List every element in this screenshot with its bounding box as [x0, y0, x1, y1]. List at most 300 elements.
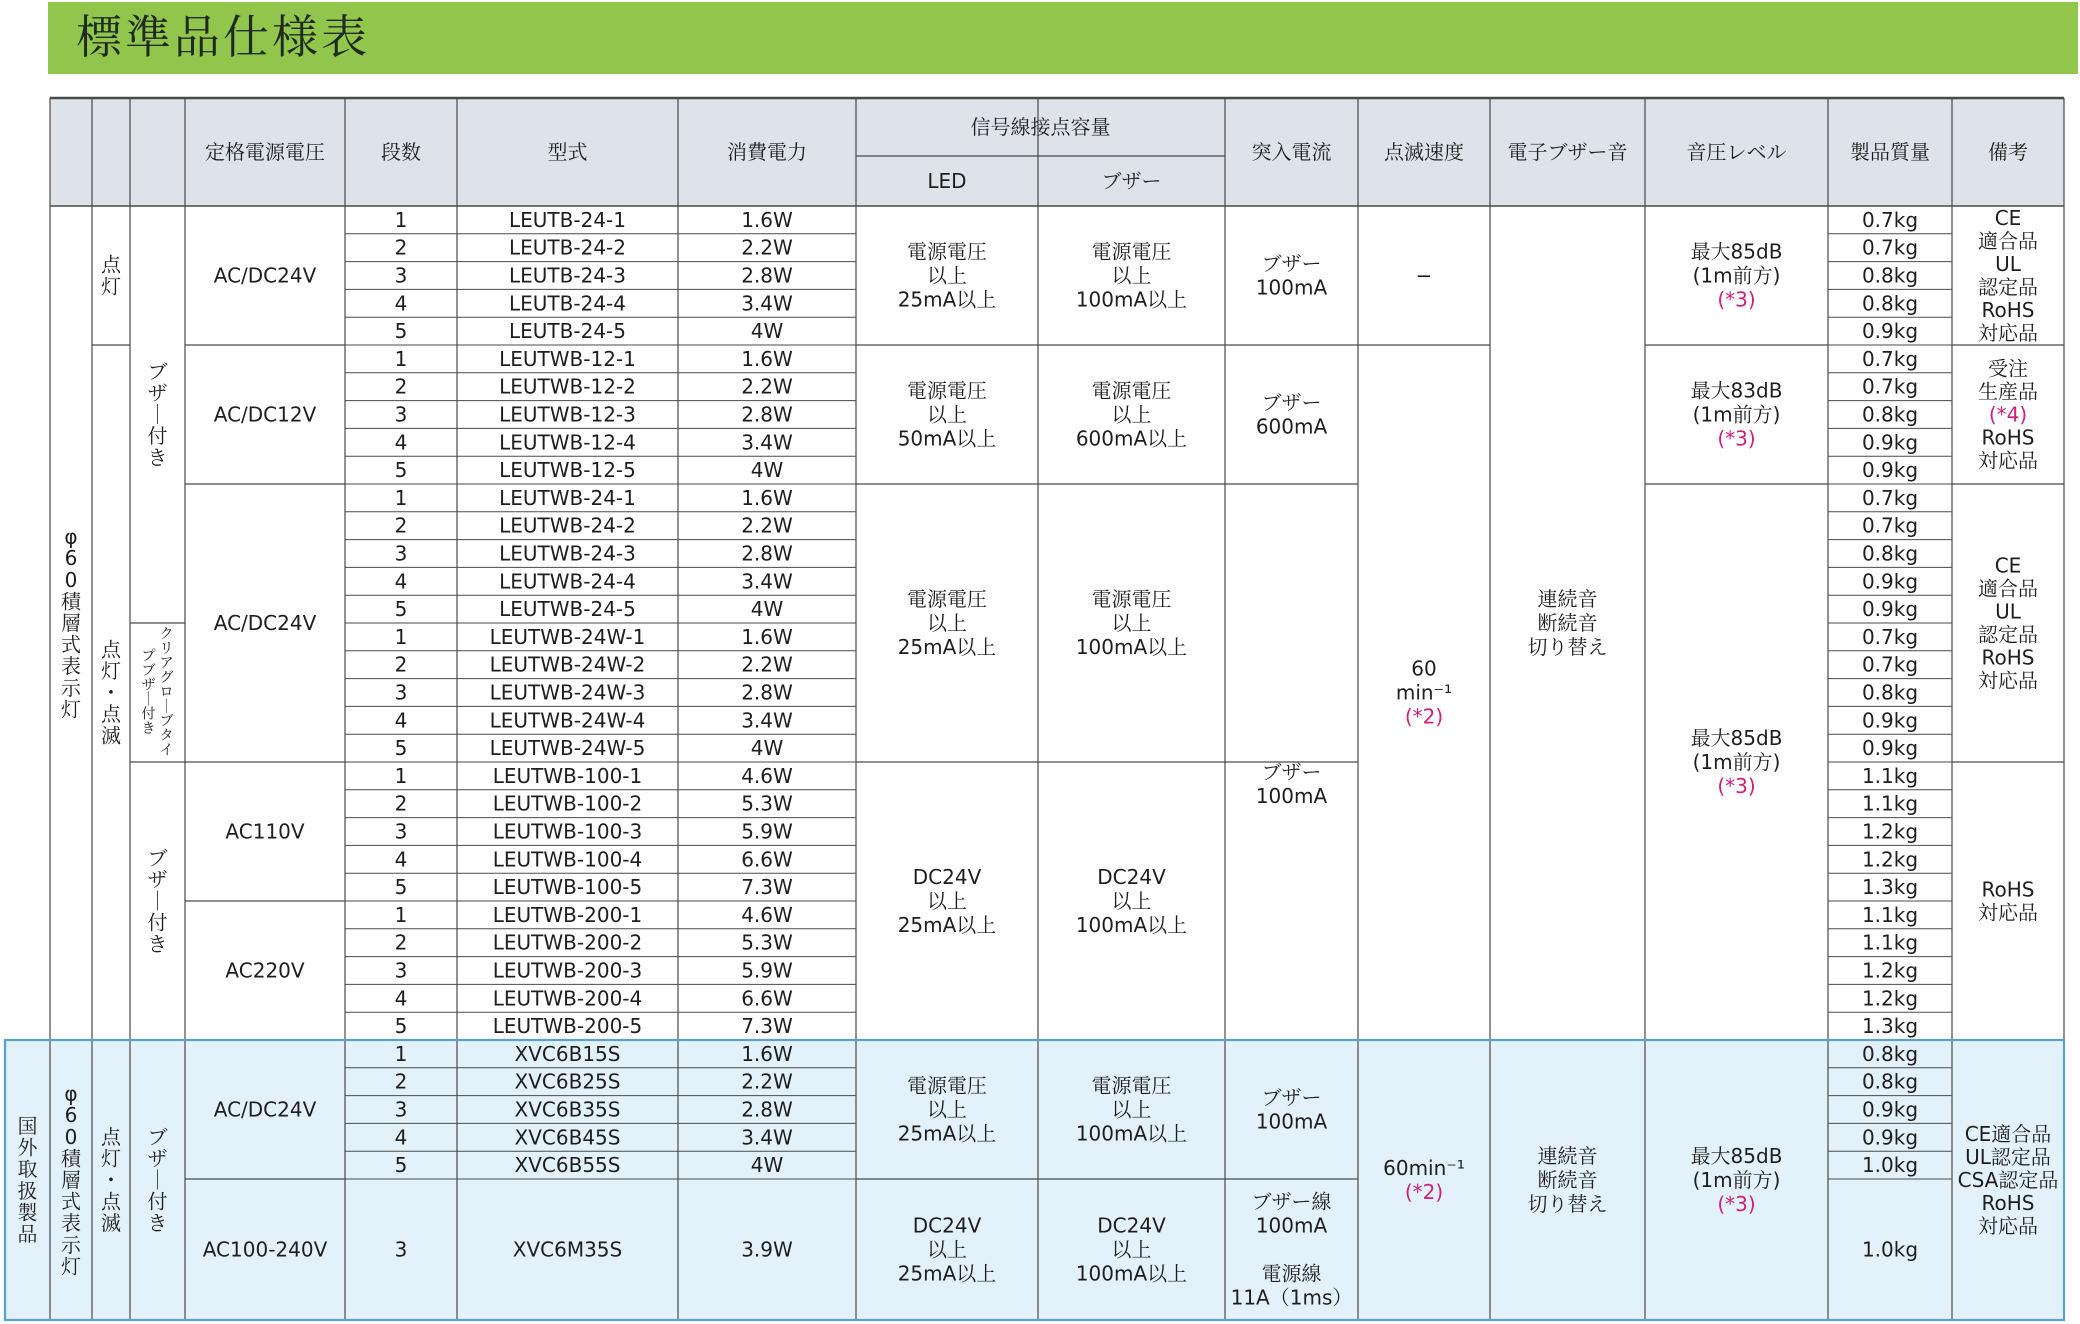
remarks-cell: CE [1994, 206, 2022, 230]
inrush-cell: 600mA [1255, 414, 1328, 439]
buzzer-sound-cell: 断続音 [1537, 1168, 1598, 1192]
row-tier: 4 [394, 847, 408, 872]
row-mass: 1.2kg [1861, 958, 1919, 983]
row-power: 2.2W [741, 513, 793, 538]
row-power: 3.9W [741, 1237, 793, 1262]
led-contact-cell: 電源電圧 [907, 587, 987, 611]
product-label: 表 [61, 1211, 81, 1236]
row-tier: 3 [394, 263, 408, 288]
row-mass: 0.8kg [1861, 541, 1919, 566]
row-mass: 0.9kg [1861, 1125, 1919, 1150]
sound-level-cell: (*3) [1717, 1192, 1756, 1216]
flash-cell: 60min⁻¹ [1383, 1156, 1465, 1180]
product-label: 6 [64, 546, 78, 571]
lit-label: 灯 [101, 274, 121, 299]
remarks-cell: 対応品 [1978, 448, 2038, 473]
row-mass: 0.8kg [1861, 680, 1919, 705]
row-mass: 0.8kg [1861, 291, 1919, 316]
voltage-cell: AC/DC24V [213, 263, 317, 288]
sound-level-cell: (1m前方) [1692, 750, 1781, 774]
row-tier: 1 [394, 485, 408, 510]
row-tier: 2 [394, 652, 408, 677]
lit-label: 点 [101, 252, 121, 277]
remarks-cell: 適合品 [1978, 229, 2038, 253]
led-contact-cell: 25mA以上 [897, 1261, 997, 1286]
sound-level-cell: (1m前方) [1692, 402, 1781, 427]
buzzer-contact-cell: DC24V [1097, 865, 1166, 889]
row-power: 1.6W [741, 207, 793, 232]
buzzer-label: ｜ [147, 889, 168, 913]
row-power: 1.6W [741, 1041, 793, 1066]
row-mass: 1.3kg [1861, 1014, 1919, 1039]
row-power: 2.2W [741, 1069, 793, 1094]
remarks-cell: RoHS [1981, 298, 2035, 322]
row-model: LEUTWB-24W-4 [489, 708, 646, 733]
voltage-cell: AC220V [225, 958, 305, 983]
row-mass: 0.8kg [1861, 263, 1919, 288]
row-power: 1.6W [741, 624, 793, 649]
row-model: LEUTWB-200-5 [492, 1014, 643, 1039]
remarks-cell: 受注 [1988, 356, 2028, 381]
row-mass: 0.9kg [1861, 430, 1919, 455]
row-tier: 5 [394, 1014, 408, 1039]
remarks-cell: RoHS [1981, 425, 2035, 450]
row-power: 2.8W [741, 541, 793, 566]
row-power: 6.6W [741, 986, 793, 1011]
buzzer-contact-cell: 電源電圧 [1091, 239, 1172, 264]
row-model: LEUTB-24-2 [509, 235, 626, 260]
row-tier: 3 [394, 680, 408, 705]
row-model: LEUTWB-12-3 [499, 402, 636, 427]
row-mass: 1.1kg [1861, 930, 1919, 955]
overseas-label: 製 [17, 1200, 38, 1225]
buzzer-contact-cell: 電源電圧 [1091, 1073, 1172, 1098]
row-model: LEUTWB-24-2 [499, 513, 636, 538]
buzzer-contact-cell: 以上 [1111, 402, 1152, 427]
row-tier: 1 [394, 763, 408, 788]
buzzer-label: ｜ [147, 1168, 168, 1192]
clear-glove-label: タ [159, 728, 174, 744]
product-label: 示 [61, 1232, 81, 1257]
clear-glove-label: き [141, 720, 156, 737]
overseas-label: 取 [17, 1157, 38, 1182]
row-model: XVC6B15S [514, 1041, 621, 1066]
remarks-cell: 認定品 [1978, 622, 2038, 647]
row-model: LEUTWB-24-4 [499, 569, 636, 594]
buzzer-label: き [147, 932, 168, 957]
row-model: LEUTB-24-5 [509, 319, 626, 344]
header-model: 型式 [547, 140, 588, 164]
row-tier: 5 [394, 458, 408, 483]
remarks-cell: 対応品 [1978, 321, 2038, 345]
row-tier: 1 [394, 1041, 408, 1066]
led-contact-cell: 以上 [927, 889, 967, 913]
buzzer-contact-cell: 以上 [1111, 889, 1152, 913]
product-label: 0 [64, 567, 78, 592]
buzzer-contact-cell: 電源電圧 [1091, 378, 1172, 403]
row-model: XVC6B25S [514, 1069, 621, 1094]
product-label: 表 [61, 654, 81, 679]
row-model: LEUTWB-12-4 [499, 430, 636, 455]
row-mass: 0.9kg [1861, 736, 1919, 761]
row-model: LEUTWB-200-1 [492, 902, 643, 927]
row-tier: 1 [394, 902, 408, 927]
row-tier: 3 [394, 402, 408, 427]
inrush-cell: 11A（1ms） [1230, 1285, 1353, 1310]
buzzer-label: ザ [147, 867, 168, 892]
product-label: φ [64, 1081, 78, 1106]
product-label: 0 [64, 1124, 78, 1149]
clear-glove-label: ロ [159, 684, 174, 701]
remarks-cell: 対応品 [1978, 900, 2038, 925]
row-mass: 0.8kg [1861, 402, 1919, 427]
inrush-cell: 100mA [1255, 1109, 1328, 1134]
row-model: LEUTWB-24W-1 [489, 624, 646, 649]
row-tier: 3 [394, 541, 408, 566]
row-tier: 2 [394, 791, 408, 816]
row-model: LEUTWB-200-3 [492, 958, 643, 983]
row-tier: 4 [394, 569, 408, 594]
header-contact: 信号線接点容量 [970, 115, 1111, 139]
buzzer-contact-cell: 電源電圧 [1091, 587, 1172, 611]
row-power: 7.3W [741, 875, 793, 900]
remarks-cell: RoHS [1981, 645, 2035, 670]
buzzer-label: ザ [147, 1146, 168, 1171]
buzzer-contact-cell: 100mA以上 [1075, 913, 1188, 937]
row-power: 4W [750, 319, 784, 344]
row-model: LEUTWB-200-2 [492, 930, 643, 955]
buzzer-label: 付 [147, 1189, 168, 1214]
buzzer-contact-cell: 100mA以上 [1075, 635, 1188, 659]
inrush-cell: ブザー [1261, 760, 1322, 785]
overseas-label: 外 [17, 1135, 38, 1160]
row-mass: 0.9kg [1861, 458, 1919, 483]
product-label: 積 [61, 1146, 81, 1171]
row-mass: 0.7kg [1861, 652, 1919, 677]
buzzer-label: ブ [147, 1124, 168, 1149]
row-power: 4.6W [741, 902, 793, 927]
sound-level-cell: 最大85dB [1690, 239, 1783, 264]
remarks-cell: 認定品 [1978, 275, 2038, 299]
remarks-cell: CE適合品 [1964, 1122, 2052, 1146]
led-contact-cell: 以上 [927, 611, 967, 635]
voltage-cell: AC110V [225, 819, 305, 844]
buzzer-sound-cell: 連続音 [1537, 587, 1598, 611]
remarks-cell: RoHS [1981, 1191, 2035, 1215]
row-power: 5.9W [741, 958, 793, 983]
row-power: 6.6W [741, 847, 793, 872]
led-contact-cell: DC24V [912, 865, 982, 889]
buzzer-label: ｜ [147, 402, 168, 427]
inrush-cell: ブザー [1261, 390, 1322, 415]
row-mass: 0.9kg [1861, 1097, 1919, 1122]
row-model: LEUTWB-100-1 [492, 763, 643, 788]
clear-glove-label: ザ [141, 677, 156, 694]
remarks-cell: (*4) [1988, 402, 2028, 427]
product-label: φ [64, 524, 78, 549]
header-power: 消費電力 [727, 140, 807, 164]
header-contact-buzzer: ブザー [1101, 169, 1162, 193]
voltage-cell: AC/DC24V [213, 611, 317, 635]
buzzer-sound-cell: 連続音 [1537, 1144, 1598, 1168]
product-label: 灯 [61, 697, 81, 722]
row-power: 4W [750, 736, 784, 761]
row-mass: 0.9kg [1861, 708, 1919, 733]
row-mass: 1.1kg [1861, 902, 1919, 927]
row-power: 2.8W [741, 1097, 793, 1122]
lit-flash-label: 点 [101, 637, 121, 662]
header-mass: 製品質量 [1850, 140, 1930, 164]
sound-level-cell: 最大83dB [1690, 378, 1783, 403]
row-mass: 0.9kg [1861, 319, 1919, 344]
clear-glove-label: リ [159, 641, 174, 657]
row-mass: 0.9kg [1861, 569, 1919, 594]
sound-level-cell: (*3) [1717, 287, 1756, 312]
flash-cell: 60 [1411, 656, 1437, 681]
header-buzzer-sound: 電子ブザー音 [1507, 140, 1628, 164]
lit-flash-label: 点 [101, 1124, 121, 1149]
row-model: LEUTWB-12-2 [499, 374, 636, 399]
clear-glove-label: ア [159, 655, 174, 672]
row-model: XVC6B45S [514, 1125, 621, 1150]
row-tier: 3 [394, 819, 408, 844]
sound-level-cell: (*3) [1717, 774, 1756, 798]
product-label: 層 [61, 611, 81, 635]
row-tier: 4 [394, 430, 408, 455]
clear-glove-label: ブ [141, 662, 156, 679]
row-model: LEUTB-24-1 [509, 207, 626, 232]
row-tier: 4 [394, 708, 408, 733]
row-mass: 0.9kg [1861, 597, 1919, 622]
overseas-label: 国 [17, 1114, 38, 1138]
clear-glove-label: ｜ [141, 691, 156, 708]
row-model: LEUTWB-24W-3 [489, 680, 646, 705]
inrush-cell: 100mA [1255, 784, 1328, 809]
buzzer-label: き [147, 445, 168, 470]
row-model: LEUTWB-100-2 [492, 791, 643, 816]
row-tier: 4 [394, 986, 408, 1011]
buzzer-contact-cell: 以上 [1111, 1237, 1152, 1262]
buzzer-contact-cell: DC24V [1097, 1213, 1166, 1238]
row-power: 2.2W [741, 374, 793, 399]
remarks-cell: 対応品 [1978, 668, 2038, 693]
buzzer-label: ブ [147, 359, 168, 384]
row-power: 3.4W [741, 430, 793, 455]
header-voltage: 定格電源電圧 [205, 140, 325, 164]
row-power: 5.3W [741, 930, 793, 955]
row-mass: 0.7kg [1861, 346, 1919, 371]
product-label: 層 [61, 1168, 81, 1192]
row-model: LEUTWB-100-3 [492, 819, 643, 844]
buzzer-label: ザ [147, 380, 168, 405]
sound-level-cell: (1m前方) [1692, 1168, 1781, 1192]
buzzer-label: ブ [147, 845, 168, 870]
row-power: 2.8W [741, 402, 793, 427]
product-label: 示 [61, 675, 81, 700]
row-power: 3.4W [741, 708, 793, 733]
row-model: XVC6B55S [514, 1153, 621, 1178]
buzzer-label: 付 [147, 910, 168, 935]
row-tier: 5 [394, 736, 408, 761]
row-power: 4.6W [741, 763, 793, 788]
remarks-cell: 適合品 [1978, 576, 2038, 601]
row-mass: 1.0kg [1861, 1237, 1919, 1262]
flash-cell: min⁻¹ [1395, 680, 1453, 705]
flash-cell: (*2) [1404, 1180, 1444, 1204]
overseas-label: 扱 [17, 1178, 38, 1203]
lit-flash-label: 点 [101, 702, 121, 727]
sound-level-cell: (*3) [1717, 426, 1756, 451]
row-mass: 0.7kg [1861, 485, 1919, 510]
led-contact-cell: DC24V [912, 1213, 982, 1238]
sound-level-cell: 最大85dB [1690, 1144, 1783, 1168]
product-label: 積 [61, 589, 81, 614]
row-model: LEUTWB-200-4 [492, 986, 643, 1011]
remarks-cell: 生産品 [1978, 379, 2038, 404]
remarks-cell: CE [1994, 553, 2022, 578]
row-tier: 1 [394, 624, 408, 649]
led-contact-cell: 以上 [927, 263, 967, 288]
row-model: LEUTB-24-4 [509, 291, 626, 316]
buzzer-sound-cell: 断続音 [1537, 611, 1598, 635]
sound-level-cell: (1m前方) [1692, 263, 1781, 288]
overseas-label: 品 [17, 1222, 38, 1246]
row-model: LEUTWB-24-1 [499, 485, 636, 510]
row-mass: 0.7kg [1861, 513, 1919, 538]
row-mass: 0.7kg [1861, 624, 1919, 649]
inrush-cell: 100mA [1255, 275, 1328, 300]
clear-glove-label: ブ [159, 713, 174, 730]
lit-flash-label: 滅 [101, 1211, 121, 1236]
remarks-cell: UL [1995, 599, 2021, 624]
row-power: 7.3W [741, 1014, 793, 1039]
led-contact-cell: 電源電圧 [907, 378, 987, 403]
row-mass: 1.1kg [1861, 763, 1919, 788]
row-mass: 1.2kg [1861, 986, 1919, 1011]
sound-level-cell: 最大85dB [1690, 726, 1783, 750]
row-mass: 0.7kg [1861, 207, 1919, 232]
flash-cell: − [1415, 263, 1433, 288]
remarks-cell: 対応品 [1978, 1214, 2038, 1238]
voltage-cell: AC/DC12V [213, 402, 317, 427]
voltage-cell: AC/DC24V [213, 1097, 317, 1122]
remarks-cell: CSA認定品 [1957, 1168, 2059, 1192]
row-mass: 0.7kg [1861, 374, 1919, 399]
lit-flash-label: 点 [101, 1189, 121, 1214]
header-remarks: 備考 [1988, 140, 2028, 164]
buzzer-contact-cell: 600mA以上 [1075, 426, 1188, 451]
row-power: 3.4W [741, 291, 793, 316]
row-tier: 5 [394, 875, 408, 900]
row-tier: 4 [394, 1125, 408, 1150]
inrush-cell: 100mA [1255, 1213, 1328, 1238]
row-power: 2.2W [741, 652, 793, 677]
row-mass: 0.8kg [1861, 1041, 1919, 1066]
row-mass: 1.3kg [1861, 875, 1919, 900]
row-power: 4W [750, 597, 784, 622]
row-power: 1.6W [741, 346, 793, 371]
row-mass: 1.2kg [1861, 819, 1919, 844]
row-power: 4W [750, 1153, 784, 1178]
row-tier: 5 [394, 319, 408, 344]
row-tier: 2 [394, 1069, 408, 1094]
row-tier: 5 [394, 1153, 408, 1178]
page-title: 標準品仕様表 [76, 10, 370, 64]
buzzer-contact-cell: 100mA以上 [1075, 287, 1188, 312]
row-tier: 3 [394, 1097, 408, 1122]
row-tier: 1 [394, 207, 408, 232]
row-power: 3.4W [741, 569, 793, 594]
buzzer-contact-cell: 以上 [1111, 1097, 1152, 1122]
row-mass: 1.1kg [1861, 791, 1919, 816]
row-mass: 1.2kg [1861, 847, 1919, 872]
clear-glove-label: プ [141, 648, 156, 665]
buzzer-contact-cell: 以上 [1111, 611, 1152, 635]
row-model: LEUTB-24-3 [509, 263, 626, 288]
header-tiers: 段数 [381, 140, 421, 164]
lit-flash-label: ・ [101, 680, 121, 705]
row-model: LEUTWB-24W-5 [489, 736, 646, 761]
led-contact-cell: 25mA以上 [897, 913, 997, 937]
led-contact-cell: 以上 [927, 402, 967, 427]
led-contact-cell: 電源電圧 [907, 239, 987, 264]
led-contact-cell: 25mA以上 [897, 287, 997, 312]
row-tier: 3 [394, 958, 408, 983]
remarks-cell: RoHS [1981, 877, 2035, 902]
led-contact-cell: 25mA以上 [897, 1121, 997, 1146]
clear-glove-label: グ [159, 670, 174, 686]
led-contact-cell: 電源電圧 [907, 1073, 987, 1098]
buzzer-contact-cell: 100mA以上 [1075, 1261, 1188, 1286]
row-power: 2.8W [741, 263, 793, 288]
product-label: 式 [61, 632, 81, 657]
row-power: 5.9W [741, 819, 793, 844]
lit-flash-label: 灯 [101, 1146, 121, 1171]
row-power: 3.4W [741, 1125, 793, 1150]
header-sound-level: 音圧レベル [1686, 140, 1787, 164]
buzzer-label: き [147, 1211, 168, 1236]
row-model: LEUTWB-12-1 [499, 346, 636, 371]
led-contact-cell: 以上 [927, 1237, 967, 1262]
led-contact-cell: 50mA以上 [897, 426, 997, 451]
row-power: 5.3W [741, 791, 793, 816]
row-mass: 0.7kg [1861, 235, 1919, 260]
row-power: 2.2W [741, 235, 793, 260]
header-contact-led: LED [927, 169, 967, 193]
row-model: LEUTWB-100-4 [492, 847, 643, 872]
voltage-cell: AC100-240V [202, 1237, 328, 1262]
inrush-cell: ブザー [1261, 251, 1322, 276]
row-tier: 5 [394, 597, 408, 622]
row-model: XVC6B35S [514, 1097, 621, 1122]
row-tier: 3 [394, 1237, 408, 1262]
row-mass: 0.8kg [1861, 1069, 1919, 1094]
inrush-cell: ブザー [1261, 1085, 1322, 1110]
clear-glove-label: ｜ [159, 699, 174, 715]
lit-flash-label: 灯 [101, 658, 121, 683]
product-label: 6 [64, 1103, 78, 1128]
row-tier: 2 [394, 235, 408, 260]
row-model: LEUTWB-24W-2 [489, 652, 646, 677]
row-mass: 1.0kg [1861, 1153, 1919, 1178]
remarks-cell: UL [1995, 252, 2021, 276]
row-model: LEUTWB-12-5 [499, 458, 636, 483]
lit-flash-label: 滅 [101, 723, 121, 748]
lit-flash-label: ・ [101, 1168, 121, 1192]
row-tier: 2 [394, 374, 408, 399]
buzzer-sound-cell: 切り替え [1527, 1192, 1608, 1216]
clear-glove-label: ク [159, 626, 174, 643]
